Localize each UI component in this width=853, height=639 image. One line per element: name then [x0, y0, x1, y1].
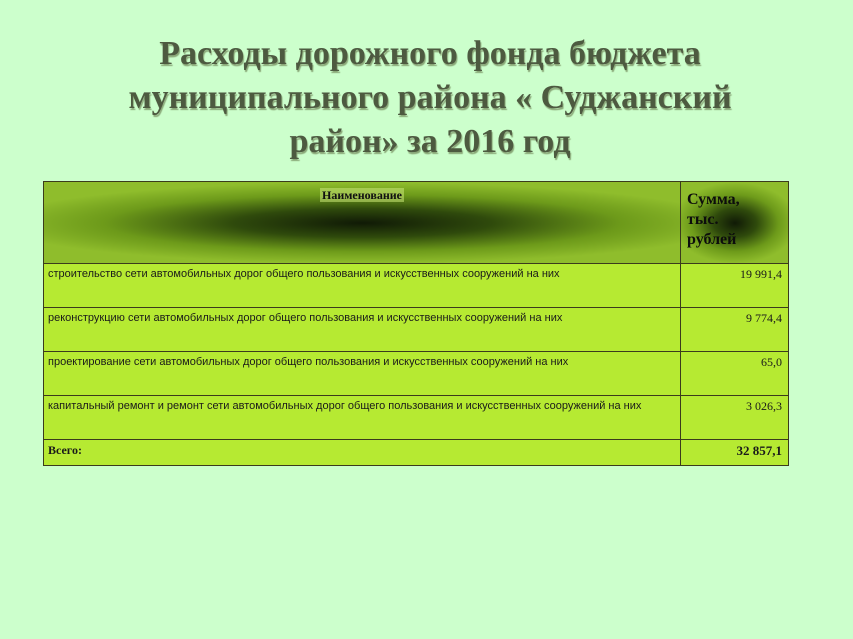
row-sum-cell: 3 026,3	[681, 396, 789, 440]
title-line-1: Расходы дорожного фонда бюджета	[159, 35, 701, 72]
header-sum-line-2: тыс.	[687, 211, 719, 228]
row-name-cell: реконструкцию сети автомобильных дорог общего пользования и искусственных сооружений на них	[44, 308, 681, 352]
table-row	[44, 396, 789, 440]
row-sum-cell: 9 774,4	[681, 308, 789, 352]
total-label-cell: Всего:	[44, 440, 681, 466]
expenses-table	[43, 181, 789, 466]
row-name-cell: капитальный ремонт и ремонт сети автомобильных дорог общего пользования и искусственных сооружений на них	[44, 396, 681, 440]
total-sum-cell: 32 857,1	[681, 440, 789, 466]
header-sum-line-3: рублей	[687, 231, 737, 248]
header-name-cell	[44, 182, 681, 264]
table-row	[44, 308, 789, 352]
table-header-row	[44, 182, 789, 264]
title-line-3: район» за 2016 год	[289, 123, 571, 160]
row-sum-cell: 65,0	[681, 352, 789, 396]
row-sum-cell: 19 991,4	[681, 264, 789, 308]
row-name-cell: строительство сети автомобильных дорог общего пользования и искусственных сооружений на них	[44, 264, 681, 308]
row-name-cell: проектирование сети автомобильных дорог общего пользования и искусственных сооружений на них	[44, 352, 681, 396]
header-sum-cell	[681, 182, 789, 264]
page-title	[60, 32, 800, 164]
header-sum-line-1: Сумма,	[687, 191, 740, 208]
title-line-2: муниципального района « Суджанский	[128, 79, 732, 116]
table-row	[44, 264, 789, 308]
header-name-label: Наименование	[322, 188, 402, 202]
table-total-row	[44, 440, 789, 466]
table-row	[44, 352, 789, 396]
